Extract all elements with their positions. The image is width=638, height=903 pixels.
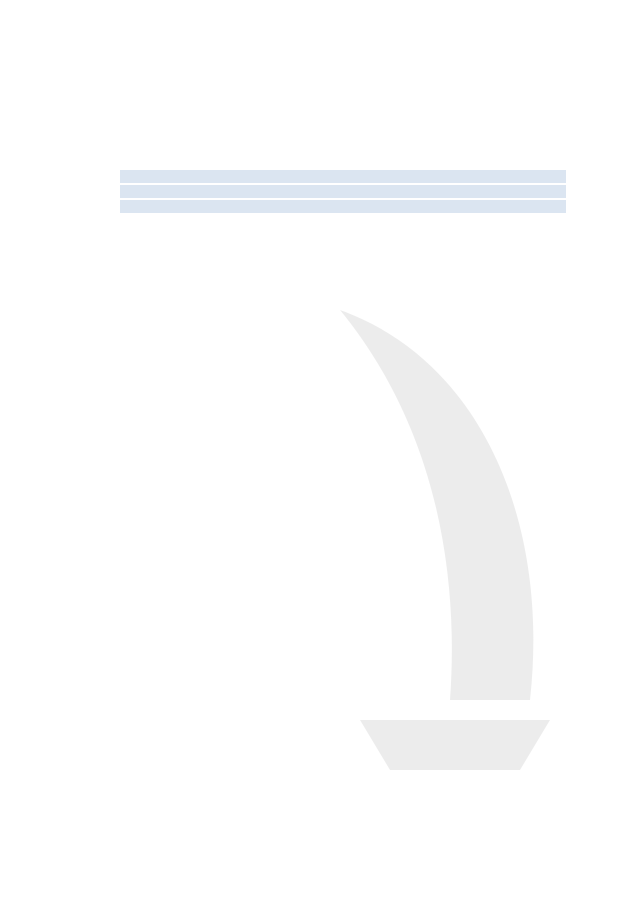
chapter-heading-2 [120, 185, 566, 198]
sailboat-watermark [330, 300, 560, 820]
table-of-contents [120, 168, 566, 213]
chapter-heading-3 [120, 200, 566, 213]
chapter-number [120, 185, 200, 198]
chapter-heading-1 [120, 170, 566, 183]
chapter-number [120, 170, 200, 183]
